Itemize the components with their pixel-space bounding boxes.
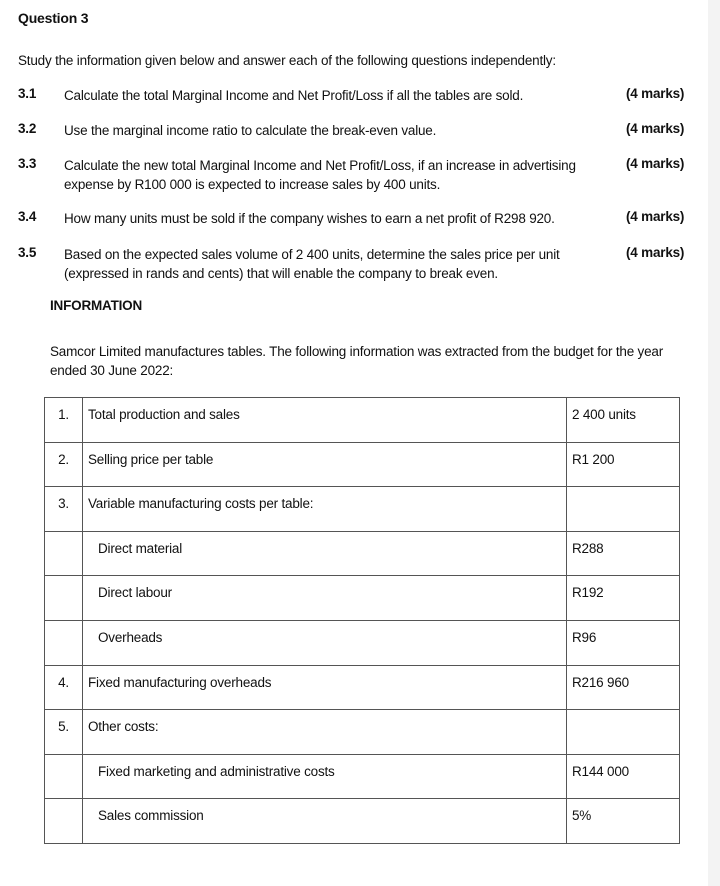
question-marks: (4 marks) (626, 209, 685, 224)
row-value (567, 710, 680, 755)
row-item: Selling price per table (83, 442, 567, 487)
row-number (45, 620, 83, 665)
row-number: 4. (45, 665, 83, 710)
row-value: 5% (567, 799, 680, 844)
row-item: Other costs: (83, 710, 567, 755)
row-number (45, 576, 83, 621)
row-value: R192 (567, 576, 680, 621)
row-item: Variable manufacturing costs per table: (83, 487, 567, 532)
question-text: Use the marginal income ratio to calculate the break-even value. (64, 123, 437, 138)
row-number: 1. (45, 398, 83, 443)
row-item: Sales commission (83, 799, 567, 844)
question-text: Calculate the total Marginal Income and Net Profit/Loss if all the tables are sold. (64, 88, 524, 103)
row-number: 5. (45, 710, 83, 755)
row-value (567, 487, 680, 532)
question-marks: (4 marks) (626, 121, 685, 136)
question-number: 3.1 (18, 86, 37, 101)
row-value: R96 (567, 620, 680, 665)
row-item: Fixed marketing and administrative costs (83, 754, 567, 799)
row-number: 2. (45, 442, 83, 487)
row-item: Direct material (83, 531, 567, 576)
table-row (45, 799, 680, 844)
row-value: R144 000 (567, 754, 680, 799)
row-item: Direct labour (83, 576, 567, 621)
table-row (45, 576, 680, 621)
row-value: R1 200 (567, 442, 680, 487)
table-row (45, 487, 680, 532)
row-value: 2 400 units (567, 398, 680, 443)
question-title: Question 3 (18, 10, 89, 26)
row-item: Total production and sales (83, 398, 567, 443)
row-value: R288 (567, 531, 680, 576)
question-marks: (4 marks) (626, 156, 685, 171)
row-number: 3. (45, 487, 83, 532)
table-row (45, 398, 680, 443)
row-number (45, 531, 83, 576)
information-description: Samcor Limited manufactures tables. The following information was extracted from the budget for the year ended 30 June 2022: (50, 344, 664, 378)
row-number (45, 754, 83, 799)
question-marks: (4 marks) (626, 245, 685, 260)
row-item: Fixed manufacturing overheads (83, 665, 567, 710)
table-row (45, 665, 680, 710)
question-marks: (4 marks) (626, 86, 685, 101)
table-row (45, 754, 680, 799)
row-item: Overheads (83, 620, 567, 665)
table-row (45, 710, 680, 755)
page-edge (708, 0, 720, 886)
row-value: R216 960 (567, 665, 680, 710)
question-number: 3.5 (18, 245, 37, 260)
question-text: How many units must be sold if the company wishes to earn a net profit of R298 920. (64, 211, 555, 226)
row-number (45, 799, 83, 844)
information-table (44, 397, 680, 844)
instructions: Study the information given below and answer each of the following questions independently: (18, 53, 556, 68)
information-heading: INFORMATION (50, 298, 143, 313)
table-row (45, 442, 680, 487)
question-number: 3.2 (18, 121, 37, 136)
table-row (45, 620, 680, 665)
question-number: 3.4 (18, 209, 37, 224)
question-text: Based on the expected sales volume of 2 400 units, determine the sales price per unit (expressed in rands and cents) that will enable the company to break even. (64, 247, 560, 281)
table-row (45, 531, 680, 576)
question-text: Calculate the new total Marginal Income and Net Profit/Loss, if an increase in advertising expense by R100 000 is expected to increase sales by 400 units. (64, 158, 576, 192)
question-number: 3.3 (18, 156, 37, 171)
